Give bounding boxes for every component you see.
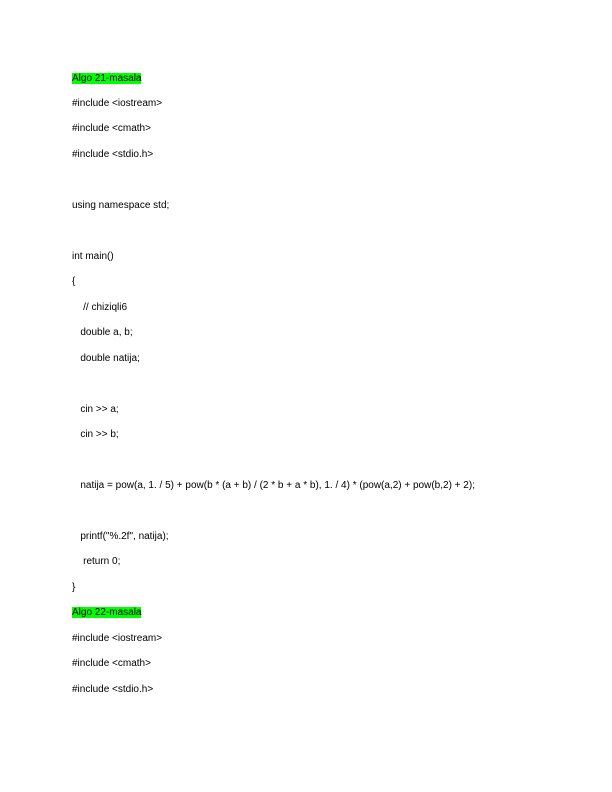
code-line-cin-a: cin >> a; bbox=[72, 404, 119, 415]
code-line-using-namespace: using namespace std; bbox=[72, 200, 170, 211]
code-line-double-ab: double a, b; bbox=[72, 327, 133, 338]
code-line-include-cmath: #include <cmath> bbox=[72, 658, 151, 669]
code-line-close-brace: } bbox=[72, 582, 76, 593]
code-line-int-main: int main() bbox=[72, 251, 114, 262]
section-heading-algo-21: Algo 21-masala bbox=[72, 73, 142, 84]
code-line-natija-formula: natija = pow(a, 1. / 5) + pow(b * (a + b) / (2 * b + a * b), 1. / 4) * (pow(a,2) + pow(b,2) + 2); bbox=[72, 480, 475, 491]
code-line-open-brace: { bbox=[72, 276, 76, 287]
code-line-printf: printf("%.2f", natija); bbox=[72, 531, 169, 542]
section-heading-algo-22: Algo 22-masala bbox=[72, 607, 142, 618]
code-line-cin-b: cin >> b; bbox=[72, 429, 119, 440]
code-line-include-iostream: #include <iostream> bbox=[72, 98, 163, 109]
code-line-include-stdio: #include <stdio.h> bbox=[72, 149, 154, 160]
code-line-include-cmath: #include <cmath> bbox=[72, 123, 151, 134]
code-line-return: return 0; bbox=[72, 556, 121, 567]
code-line-double-natija: double natija; bbox=[72, 353, 140, 364]
code-line-comment: // chiziqli6 bbox=[72, 302, 128, 313]
code-line-include-stdio: #include <stdio.h> bbox=[72, 684, 154, 695]
code-line-include-iostream: #include <iostream> bbox=[72, 633, 163, 644]
